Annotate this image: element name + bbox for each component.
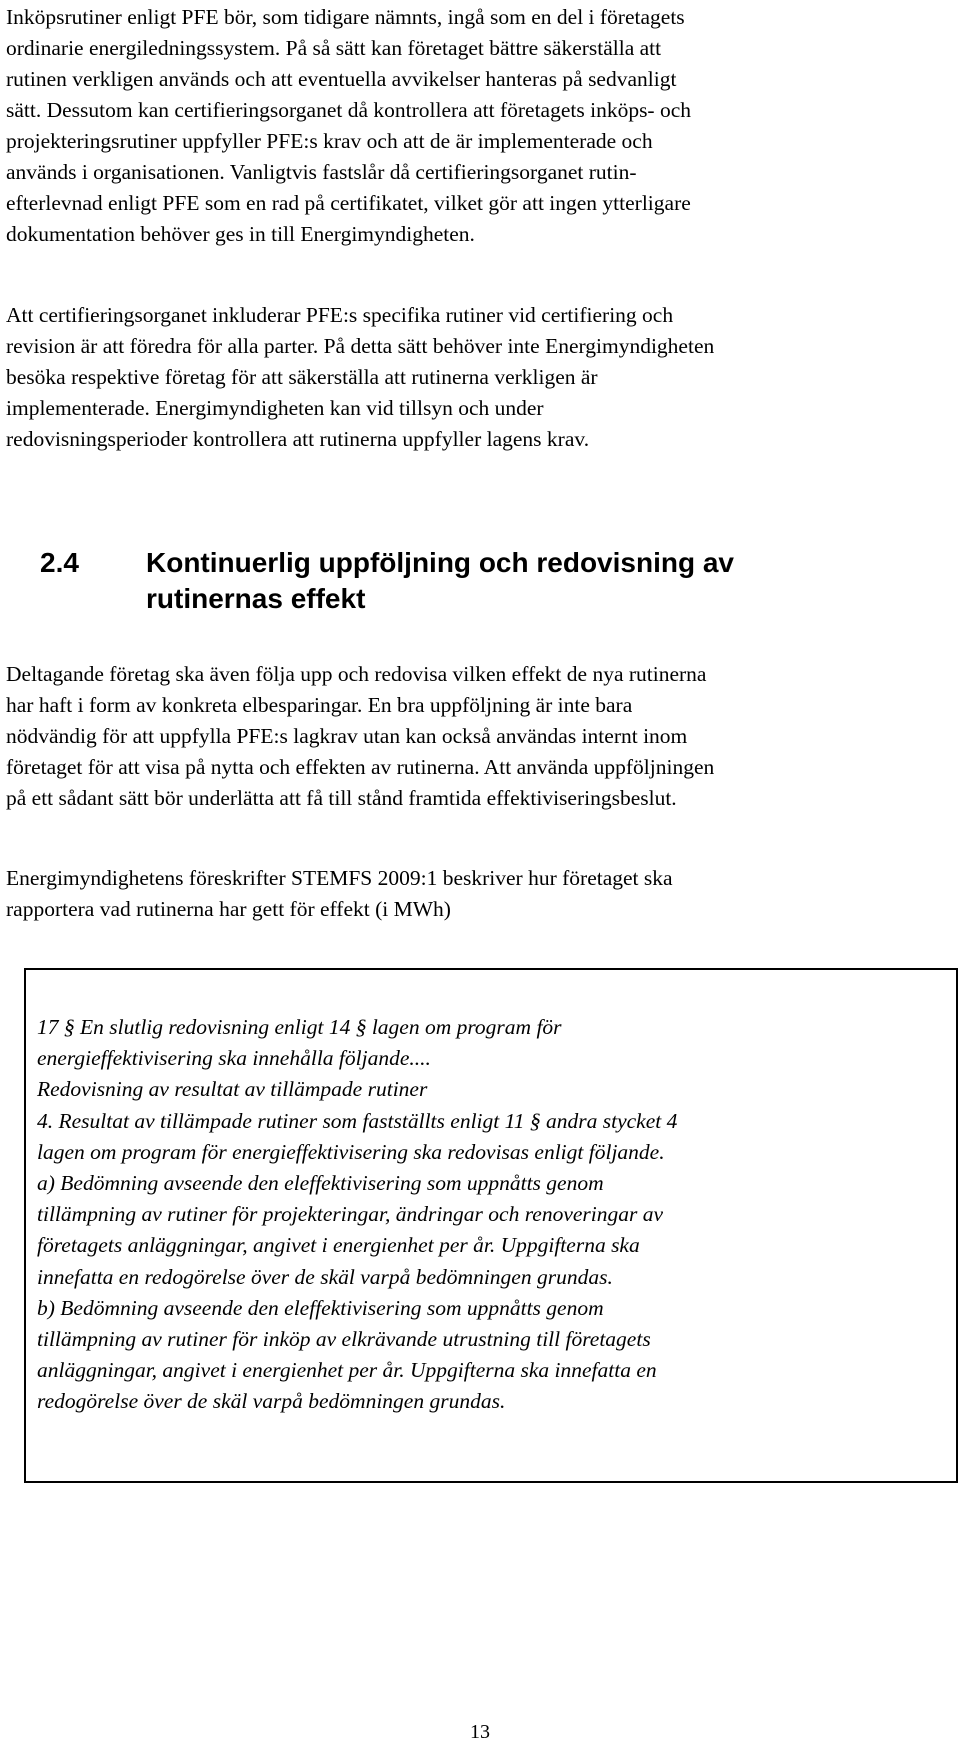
quote-line: redogörelse över de skäl varpå bedömningen grundas. (37, 1389, 506, 1414)
text-line: rutinen verkligen används och att eventuella avvikelser hanteras på sedvanligt (6, 67, 677, 91)
quote-line: a) Bedömning avseende den eleffektivisering som uppnåtts genom (37, 1171, 604, 1196)
paragraph-foreskrifter (6, 863, 958, 925)
quote-line: 4. Resultat av tillämpade rutiner som fastställts enligt 11 § andra stycket 4 (37, 1108, 678, 1133)
quote-line: Redovisning av resultat av tillämpade rutiner (37, 1077, 428, 1102)
section-title (146, 545, 734, 617)
section-number: 2.4 (40, 547, 79, 578)
quote-line: 17 § En slutlig redovisning enligt 14 § lagen om program för (37, 1015, 562, 1039)
text-line: redovisningsperioder kontrollera att rutinerna uppfyller lagens krav. (6, 427, 590, 451)
text-line: rapportera vad rutinerna har gett för effekt (i MWh) (6, 897, 451, 921)
text-line: sätt. Dessutom kan certifieringsorganet då kontrollera att företagets inköps- och (6, 98, 692, 122)
text-line: Att certifieringsorganet inkluderar PFE:s specifika rutiner vid certifiering och (6, 303, 674, 327)
paragraph-inkopsrutiner (6, 2, 958, 250)
text-line: projekteringsrutiner uppfyller PFE:s krav och att de är implementerade och (6, 129, 653, 153)
section-title-line: Kontinuerlig uppföljning och redovisning av (146, 547, 734, 578)
quote-line: energieffektivisering ska innehålla följande.... (37, 1046, 431, 1071)
text-line: nödvändig för att uppfylla PFE:s lagkrav utan kan också användas internt inom (6, 724, 688, 748)
text-line: implementerade. Energimyndigheten kan vid tillsyn och under (6, 396, 544, 420)
text-line: Deltagande företag ska även följa upp och redovisa vilken effekt de nya rutinerna (6, 662, 707, 686)
text-line: revision är att föredra för alla parter. På detta sätt behöver inte Energimyndigheten (6, 334, 715, 358)
text-line: på ett sådant sätt bör underlätta att få till stånd framtida effektiviseringsbeslut. (6, 786, 677, 810)
text-line: har haft i form av konkreta elbesparingar. En bra uppföljning är inte bara (6, 693, 633, 717)
quote-line: företagets anläggningar, angivet i energienhet per år. Uppgifterna ska (37, 1233, 640, 1258)
section-title-line: rutinernas effekt (146, 583, 366, 614)
quote-line: innefatta en redogörelse över de skäl varpå bedömningen grundas. (37, 1264, 613, 1289)
text-line: efterlevnad enligt PFE som en rad på certifikatet, vilket gör att ingen ytterligare (6, 191, 691, 215)
quote-line: anläggningar, angivet i energienhet per år. Uppgifterna ska innefatta en (37, 1358, 657, 1383)
quote-line: tillämpning av rutiner för inköp av elkrävande utrustning till företagets (37, 1327, 651, 1352)
text-line: används i organisationen. Vanligtvis fastslår då certifieringsorganet rutin- (6, 160, 637, 184)
quote-line: b) Bedömning avseende den eleffektivisering som uppnåtts genom (37, 1295, 604, 1320)
text-line: Energimyndighetens föreskrifter STEMFS 2009:1 beskriver hur företaget ska (6, 866, 673, 890)
quote-line: tillämpning av rutiner för projekteringar, ändringar och renoveringar av (37, 1202, 664, 1227)
text-line: besöka respektive företag för att säkerställa att rutinerna verkligen är (6, 365, 598, 389)
text-line: Inköpsrutiner enligt PFE bör, som tidigare nämnts, ingå som en del i företagets (6, 5, 685, 29)
regulation-quote-text (37, 1012, 677, 1418)
quote-line: lagen om program för energieffektivisering ska redovisas enligt följande. (37, 1139, 665, 1164)
text-line: företaget för att visa på nytta och effekten av rutinerna. Att använda uppföljningen (6, 755, 715, 779)
paragraph-certifieringsorganet (6, 300, 958, 455)
page-number: 13 (470, 1721, 490, 1743)
paragraph-uppfoljning (6, 659, 958, 814)
text-line: dokumentation behöver ges in till Energimyndigheten. (6, 222, 475, 246)
text-line: ordinarie energiledningssystem. På så sätt kan företaget bättre säkerställa att (6, 36, 662, 60)
